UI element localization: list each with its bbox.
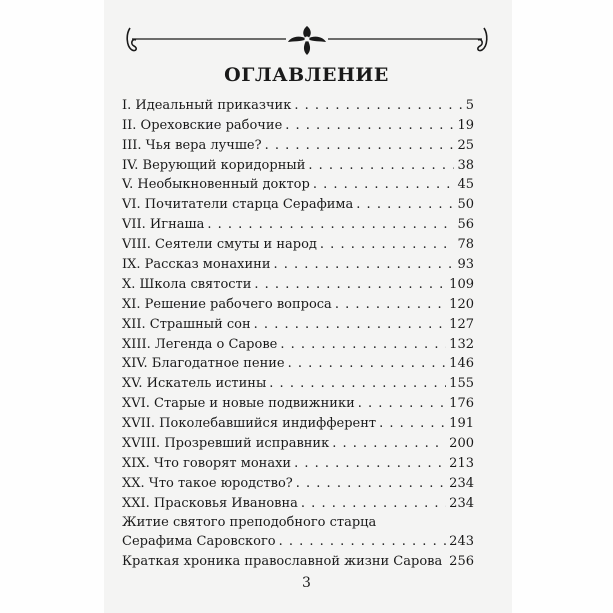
toc-entry[interactable] <box>122 254 474 274</box>
toc-entry[interactable] <box>122 214 474 234</box>
entry-page: 155 <box>449 376 474 392</box>
entry-page: 132 <box>449 336 474 352</box>
entry-page: 56 <box>457 217 474 233</box>
entry-label: IX. Рассказ монахини <box>122 257 271 273</box>
toc-entry[interactable] <box>122 115 474 135</box>
toc-entry[interactable] <box>122 155 474 175</box>
toc-entry-chronicle[interactable] <box>122 551 474 571</box>
dot-leader <box>294 454 446 473</box>
entry-page: 234 <box>449 495 474 511</box>
entry-page: 78 <box>457 237 474 253</box>
page-number: 3 <box>302 575 311 591</box>
dot-leader <box>207 215 454 234</box>
toc-entry-life[interactable] <box>122 513 474 551</box>
table-of-contents <box>122 95 474 571</box>
toc-entry[interactable] <box>122 194 474 214</box>
entry-label: XVI. Старые и новые подвижники <box>122 396 355 412</box>
dot-leader <box>279 532 447 551</box>
dot-leader <box>356 195 454 214</box>
entry-page: 109 <box>449 276 474 292</box>
toc-entry[interactable] <box>122 493 474 513</box>
entry-label-line1: Житие святого преподобного старца <box>122 514 377 530</box>
entry-label: XI. Решение рабочего вопроса <box>122 296 332 312</box>
dot-leader <box>294 96 462 115</box>
entry-label: II. Ореховские рабочие <box>122 117 283 133</box>
toc-entry[interactable] <box>122 274 474 294</box>
entry-page: 256 <box>449 553 474 569</box>
entry-page: 45 <box>457 177 474 193</box>
entry-label: XXI. Прасковья Ивановна <box>122 495 298 511</box>
dot-leader <box>379 414 446 433</box>
toc-entry[interactable] <box>122 354 474 374</box>
entry-label: XIII. Легенда о Сарове <box>122 336 278 352</box>
toc-entry[interactable] <box>122 294 474 314</box>
entry-page: 93 <box>457 257 474 273</box>
entry-page: 200 <box>449 436 474 452</box>
entry-page: 234 <box>449 475 474 491</box>
entry-page: 146 <box>449 356 474 372</box>
entry-page: 191 <box>449 416 474 432</box>
toc-entry[interactable] <box>122 135 474 155</box>
dot-leader <box>254 275 446 294</box>
toc-entry[interactable] <box>122 373 474 393</box>
entry-label: X. Школа святости <box>122 276 252 292</box>
toc-entry[interactable] <box>122 175 474 195</box>
dot-leader <box>301 494 446 513</box>
toc-entry[interactable] <box>122 453 474 473</box>
dot-leader <box>335 295 446 314</box>
dot-leader <box>313 175 455 194</box>
dot-leader <box>285 116 454 135</box>
entry-page: 38 <box>457 157 474 173</box>
toc-entry[interactable] <box>122 234 474 254</box>
entry-label: I. Идеальный приказчик <box>122 97 292 113</box>
toc-entry[interactable] <box>122 95 474 115</box>
entry-page: 176 <box>449 396 474 412</box>
toc-entry[interactable] <box>122 473 474 493</box>
entry-label: VII. Игнаша <box>122 217 205 233</box>
entry-label: VIII. Сеятели смуты и народ <box>122 237 317 253</box>
entry-page: 127 <box>449 316 474 332</box>
toc-entry[interactable] <box>122 413 474 433</box>
dot-leader <box>296 474 446 493</box>
dot-leader <box>320 235 455 254</box>
entry-label: VI. Почитатели старца Серафима <box>122 197 354 213</box>
dot-leader <box>269 374 446 393</box>
entry-label: XX. Что такое юродство? <box>122 475 293 491</box>
entry-page: 19 <box>457 117 474 133</box>
toc-entry[interactable] <box>122 393 474 413</box>
dot-leader <box>274 255 455 274</box>
entry-label: XII. Страшный сон <box>122 316 251 332</box>
entry-page: 50 <box>457 197 474 213</box>
toc-entry[interactable] <box>122 433 474 453</box>
dot-leader <box>358 394 446 413</box>
entry-label: XVIII. Прозревший исправник <box>122 436 330 452</box>
entry-label: XVII. Поколебавшийся индифферент <box>122 416 377 432</box>
entry-page: 5 <box>465 97 474 113</box>
dot-leader <box>265 136 455 155</box>
entry-label: Краткая хроника православной жизни Сарова <box>122 553 443 569</box>
dot-leader <box>308 156 454 175</box>
entry-page: 25 <box>457 137 474 153</box>
toc-entry[interactable] <box>122 334 474 354</box>
entry-label-line2: Серафима Саровского <box>122 533 276 549</box>
entry-page: 243 <box>449 533 474 549</box>
entry-label: XIV. Благодатное пение <box>122 356 285 372</box>
entry-label: III. Чья вера лучше? <box>122 137 262 153</box>
entry-label: IV. Верующий коридорный <box>122 157 306 173</box>
entry-label: V. Необыкновенный доктор <box>122 177 310 193</box>
dot-leader <box>332 434 446 453</box>
entry-label: XV. Искатель истины <box>122 376 267 392</box>
ornament-divider <box>126 20 488 60</box>
entry-label: XIX. Что говорят монахи <box>122 455 292 471</box>
dot-leader <box>445 552 446 571</box>
toc-entry[interactable] <box>122 314 474 334</box>
toc-title: ОГЛАВЛЕНИЕ <box>224 64 389 86</box>
dot-leader <box>280 335 446 354</box>
dot-leader <box>254 315 447 334</box>
entry-page: 213 <box>449 455 474 471</box>
dot-leader <box>288 354 447 373</box>
entry-page: 120 <box>449 296 474 312</box>
